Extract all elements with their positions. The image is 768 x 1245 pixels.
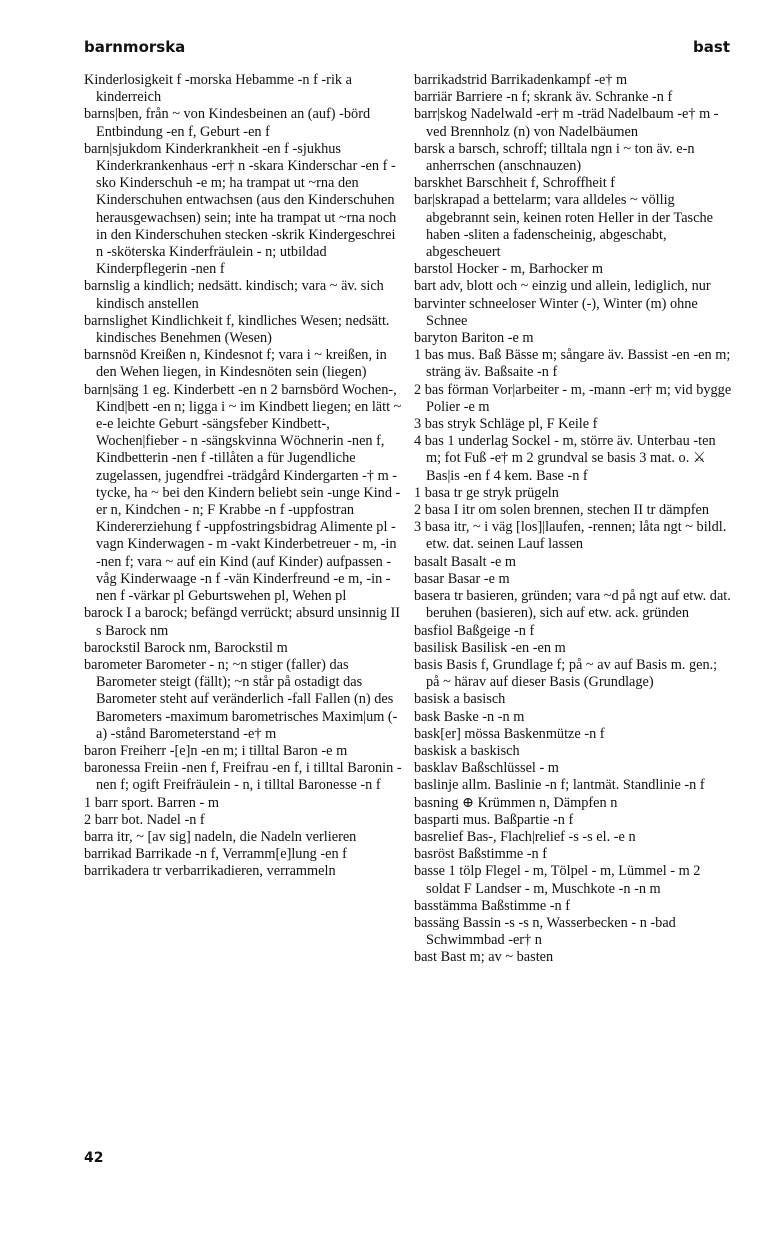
dictionary-entry: baryton Bariton -e m — [414, 330, 534, 347]
dictionary-entry: barnslig a kindlich; nedsätt. kindisch; vara ~ äv. sich kindisch anstellen — [84, 278, 384, 312]
dictionary-entry: 3 bas stryk Schläge pl, F Keile f — [414, 416, 598, 433]
dictionary-entry: bassäng Bassin -s -s n, Wasserbecken - n -bad Schwimmbad -er† n — [414, 914, 676, 949]
dictionary-entry: bask Baske -n -n m — [414, 708, 525, 725]
dictionary-entry: basisk a basisch — [414, 691, 506, 708]
dictionary-entry: 2 barr bot. Nadel -n f — [84, 811, 205, 828]
dictionary-entry: barstol Hocker - m, Barhocker m — [414, 261, 603, 278]
dictionary-entry: basklav Baßschlüssel - m — [414, 760, 559, 777]
dictionary-entry: basning ⊕ Krümmen n, Dämpfen n — [414, 794, 618, 811]
dictionary-entry: barsk a barsch, schroff; tilltala ngn i ~ ton äv. e-n anherrschen (anschnauzen) — [414, 140, 695, 175]
dictionary-entry: basar Basar -e m — [414, 570, 510, 587]
dictionary-entry: basröst Baßstimme -n f — [414, 846, 548, 863]
dictionary-entry: barnslighet Kindlichkeit f, kindliches Wesen; nedsätt. kindisches Benehmen (Wesen) — [84, 312, 390, 347]
dictionary-entry: 1 bas mus. Baß Bässe m; sångare äv. Bassist -en -en m; sträng äv. Baßsaite -n f — [414, 347, 731, 381]
dictionary-entry: 2 bas förman Vor|arbeiter - m, -mann -er† m; vid bygge Polier -e m — [414, 381, 732, 415]
dictionary-entry: 1 barr sport. Barren - m — [84, 794, 219, 811]
dictionary-entry: basilisk Basilisk -en -en m — [414, 639, 566, 656]
dictionary-entry: barr|skog Nadelwald -er† m -träd Nadelbaum -e† m -ved Brennholz (n) von Nadelbäumen — [414, 106, 719, 140]
dictionary-entry: barskhet Barschheit f, Schroffheit f — [414, 175, 616, 192]
dictionary-entry: baron Freiherr -[e]n -en m; i tilltal Baron -e m — [84, 742, 348, 759]
dictionary-entry: barrikadstrid Barrikadenkampf -e† m — [414, 72, 628, 88]
dictionary-entry: barock I a barock; befängd verrückt; absurd unsinnig II s Barock nm — [84, 605, 401, 639]
left-column — [84, 72, 404, 881]
dictionary-entry: barnsnöd Kreißen n, Kindesnot f; vara i ~ kreißen, in den Wehen liegen, in Kindesnöten sein (liegen) — [84, 347, 387, 381]
dictionary-entry: basstämma Baßstimme -n f — [414, 897, 571, 914]
dictionary-entry: basalt Basalt -e m — [414, 553, 517, 570]
dictionary-entry: barns|ben, från ~ von Kindesbeinen an (auf) -börd Entbindung -en f, Geburt -en f — [84, 106, 371, 140]
right-column — [414, 72, 732, 967]
dictionary-entry: bast Bast m; av ~ basten — [414, 949, 554, 966]
dictionary-entry: 4 bas 1 underlag Sockel - m, större äv. Unterbau -ten m; fot Fuß -e† m 2 grundval se basis 3 mat. o. ⚔ Bas|is -en f 4 kem. Base -n f — [414, 433, 716, 484]
dictionary-entry: barra itr, ~ [av sig] nadeln, die Nadeln verlieren — [84, 828, 357, 845]
page-number: 42 — [84, 1150, 104, 1166]
dictionary-entry: barriär Barriere -n f; skrank äv. Schranke -n f — [414, 89, 673, 106]
dictionary-entry: bar|skrapad a bettelarm; vara alldeles ~ völlig abgebrannt sein, keinen roten Heller in der Tasche haben -sliten a fadenscheinig, abgeschabt, abgescheuert — [414, 192, 713, 261]
header-last-word: bast — [693, 38, 730, 56]
header-first-word: barnmorska — [84, 38, 186, 56]
dictionary-entry: barvinter schneeloser Winter (-), Winter (m) ohne Schnee — [414, 295, 698, 329]
dictionary-entry: baslinje allm. Baslinie -n f; lantmät. Standlinie -n f — [414, 777, 705, 794]
dictionary-entry: basparti mus. Baßpartie -n f — [414, 811, 574, 828]
dictionary-entry: bart adv, blott och ~ einzig und allein, lediglich, nur — [414, 278, 711, 295]
dictionary-entry: Kinderlosigkeit f -morska Hebamme -n f -rik a kinderreich — [84, 72, 352, 106]
dictionary-entry: basis Basis f, Grundlage f; på ~ av auf Basis m. gen.; på ~ härav auf dieser Basis (Grundlage) — [414, 656, 718, 691]
dictionary-entry: basfiol Baßgeige -n f — [414, 622, 535, 639]
dictionary-entry: bask[er] mössa Baskenmütze -n f — [414, 725, 605, 742]
dictionary-entry: 3 basa itr, ~ i väg [los]|laufen, -rennen; låta ngt ~ bildl. etw. dat. seinen Lauf lassen — [414, 519, 727, 553]
dictionary-entry: 2 basa I itr om solen brennen, stechen II tr dämpfen — [414, 502, 709, 519]
dictionary-entry: barn|säng 1 eg. Kinderbett -en n 2 barnsbörd Wochen-, Kind|bett -en n; ligga i ~ im Kindbett liegen; en lätt ~ e-e leichte Geburt -sängsfeber Kindbett-, Wochen|fieber - n -sängskvinna Wöchnerin -nen f, Kindbetterin -nen f -tillåten a für Jugendliche zugelassen, jugendfrei -trädgård Kindergarten -† m -tycke, ha ~ bei den Kindern beliebt sein -unge Kind -er n, Kindchen - n; F Krabbe -n f -uppfostran Kindererziehung f -uppfostringsbidrag Alimente pl -vagn Kinderwagen - m -vakt Kinderbetreuer - m, -in -nen f; vara ~ auf ein Kind (auf Kinder) aufpassen -våg Kinderwaage -n f -vän Kinderfreund -e m, -in -nen f -värkar pl Geburtswehen pl, Wehen pl — [84, 381, 402, 605]
dictionary-entry: barockstil Barock nm, Barockstil m — [84, 639, 288, 656]
dictionary-entry: basrelief Bas-, Flach|relief -s -s el. -e n — [414, 828, 636, 845]
running-header — [84, 38, 730, 58]
dictionary-entry: 1 basa tr ge stryk prügeln — [414, 484, 559, 501]
dictionary-entry: barrikad Barrikade -n f, Verramm[e]lung -en f — [84, 846, 347, 863]
dictionary-entry: baskisk a baskisch — [414, 742, 520, 759]
dictionary-entry: basera tr basieren, gründen; vara ~d på ngt auf etw. dat. beruhen (basieren), sich auf etw. ack. gründen — [414, 588, 731, 622]
dictionary-entry: baronessa Freiin -nen f, Freifrau -en f, i tilltal Baronin -nen f; ogift Freifräulein - n, i tilltal Baronesse -n f — [84, 760, 402, 794]
dictionary-entry: barrikadera tr verbarrikadieren, verrammeln — [84, 863, 336, 880]
dictionary-entry: basse 1 tölp Flegel - m, Tölpel - m, Lümmel - m 2 soldat F Landser - m, Muschkote -n -n m — [414, 863, 701, 897]
dictionary-entry: barn|sjukdom Kinderkrankheit -en f -sjukhus Kinderkrankenhaus -er† n -skara Kinderschar -en f -sko Kinderschuh -e m; ha trampat ut ~rna den Kinderschuhen entwachsen (aus den Kinderschuhen herausgewachsen) sein; inte ha trampat ut ~rna noch in den Kinderschuhen stecken -skrik Kindergeschrei n -sköterska Kinderfräulein - n; utbildad Kinderpflegerin -nen f — [84, 140, 397, 278]
dictionary-entry: barometer Barometer - n; ~n stiger (faller) das Barometer steigt (fällt); ~n står på ostadigt das Barometer steht auf veränderlich -fall Fallen (n) des Barometers -maximum barometrisches Maxim|um (-a) -stånd Barometerstand -e† m — [84, 656, 398, 742]
